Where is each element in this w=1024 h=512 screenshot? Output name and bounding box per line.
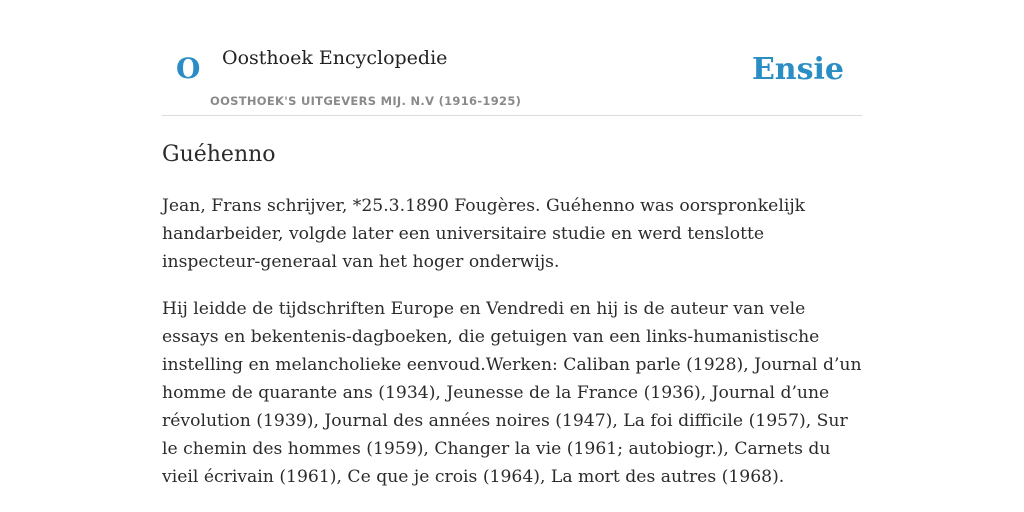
source-logo[interactable]: O [176, 52, 201, 85]
entry-paragraph-1: Jean, Frans schrijver, *25.3.1890 Fougères. Guéhenno was oorspronkelijk handarbeider, volgde later een universitaire studie en werd tenslotte inspecteur-generaal van het hoger onderwijs. [162, 196, 806, 272]
source-title[interactable]: Oosthoek Encyclopedie [222, 47, 448, 69]
article-page [162, 0, 862, 487]
source-header [162, 0, 862, 116]
entry-paragraph-2: Hij leidde de tijdschriften Europe en Vendredi en hij is de auteur van vele essays en bekentenis-dagboeken, die getuigen van een links-humanistische instelling en melancholieke eenvoud.Werken: Caliban parle (1928), Journal d’un homme de quarante ans (1934), Jeunesse de la France (1936), Journal d’une révolution (1939), Journal des années noires (1947), La foi difficile (1957), Sur le chemin des hommes (1959), Changer la vie (1961; autobiogr.), Carnets du vieil écrivain (1961), Ce que je crois (1964), La mort des autres (1968). [162, 299, 862, 487]
publisher-label: OOSTHOEK'S UITGEVERS MIJ. N.V (1916-1925) [210, 94, 522, 108]
ensie-logo[interactable]: Ensie [751, 52, 844, 87]
entry-title: Guéhenno [162, 142, 276, 167]
